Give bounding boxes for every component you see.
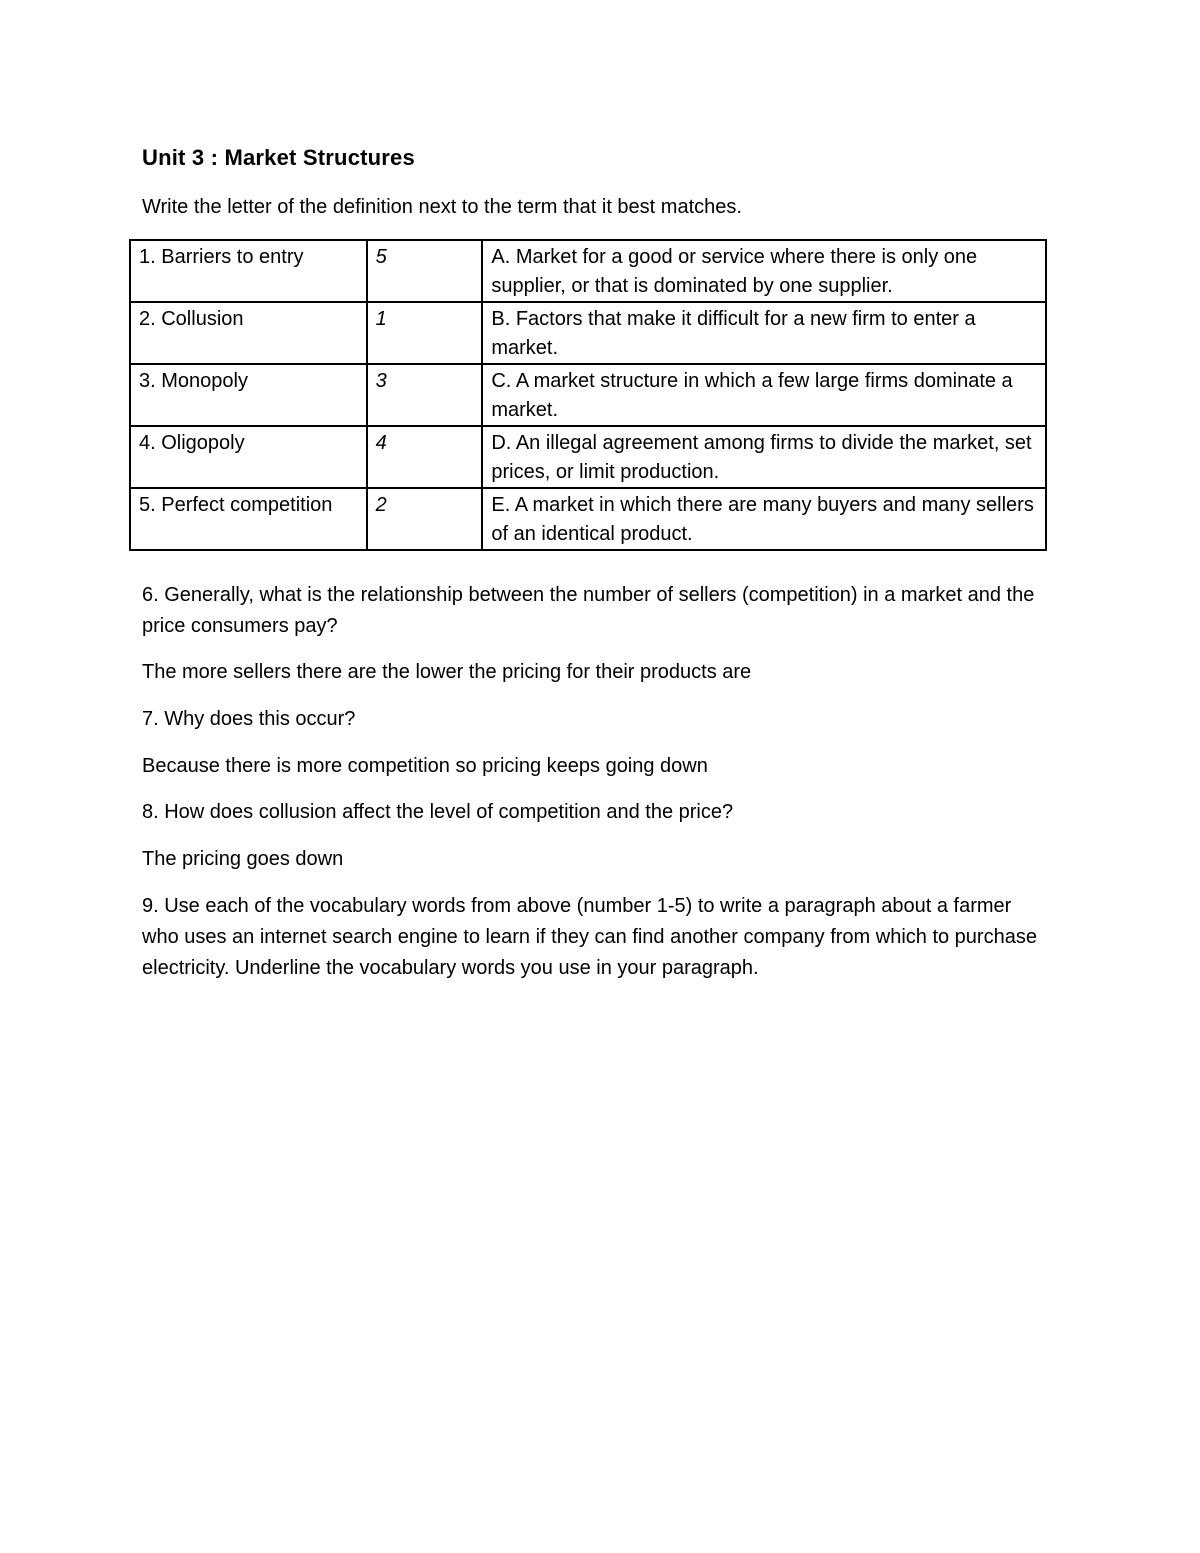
term-cell: 2. Collusion xyxy=(130,302,367,364)
term-cell: 4. Oligopoly xyxy=(130,426,367,488)
term-cell: 5. Perfect competition xyxy=(130,488,367,550)
answer-8: The pricing goes down xyxy=(142,848,344,870)
table-row xyxy=(130,302,1046,364)
definition-cell: D. An illegal agreement among firms to divide the market, set prices, or limit production. xyxy=(482,426,1046,488)
definition-cell: E. A market in which there are many buyers and many sellers of an identical product. xyxy=(482,488,1046,550)
question-6: 6. Generally, what is the relationship between the number of sellers (competition) in a market and the price consumers pay? xyxy=(142,584,1035,637)
matching-table xyxy=(129,239,1047,551)
instructions: Write the letter of the definition next to the term that it best matches. xyxy=(142,196,742,218)
answer-cell: 5 xyxy=(367,240,483,302)
definition-cell: C. A market structure in which a few large firms dominate a market. xyxy=(482,364,1046,426)
table-row xyxy=(130,240,1046,302)
question-8: 8. How does collusion affect the level of competition and the price? xyxy=(142,801,734,823)
definition-cell: B. Factors that make it difficult for a new firm to enter a market. xyxy=(482,302,1046,364)
question-9: 9. Use each of the vocabulary words from above (number 1-5) to write a paragraph about a farmer who uses an internet search engine to learn if they can find another company from which to purchase electricity. Underline the vocabulary words you use in your paragraph. xyxy=(142,895,1037,979)
answer-7: Because there is more competition so pricing keeps going down xyxy=(142,755,708,777)
answer-cell: 2 xyxy=(367,488,483,550)
table-row xyxy=(130,426,1046,488)
term-cell: 3. Monopoly xyxy=(130,364,367,426)
definition-cell: A. Market for a good or service where there is only one supplier, or that is dominated by one supplier. xyxy=(482,240,1046,302)
answer-6: The more sellers there are the lower the pricing for their products are xyxy=(142,661,752,683)
answer-cell: 4 xyxy=(367,426,483,488)
answer-cell: 3 xyxy=(367,364,483,426)
question-7: 7. Why does this occur? xyxy=(142,708,356,730)
answer-cell: 1 xyxy=(367,302,483,364)
term-cell: 1. Barriers to entry xyxy=(130,240,367,302)
page-title: Unit 3 : Market Structures xyxy=(142,145,415,170)
table-row xyxy=(130,488,1046,550)
table-row xyxy=(130,364,1046,426)
